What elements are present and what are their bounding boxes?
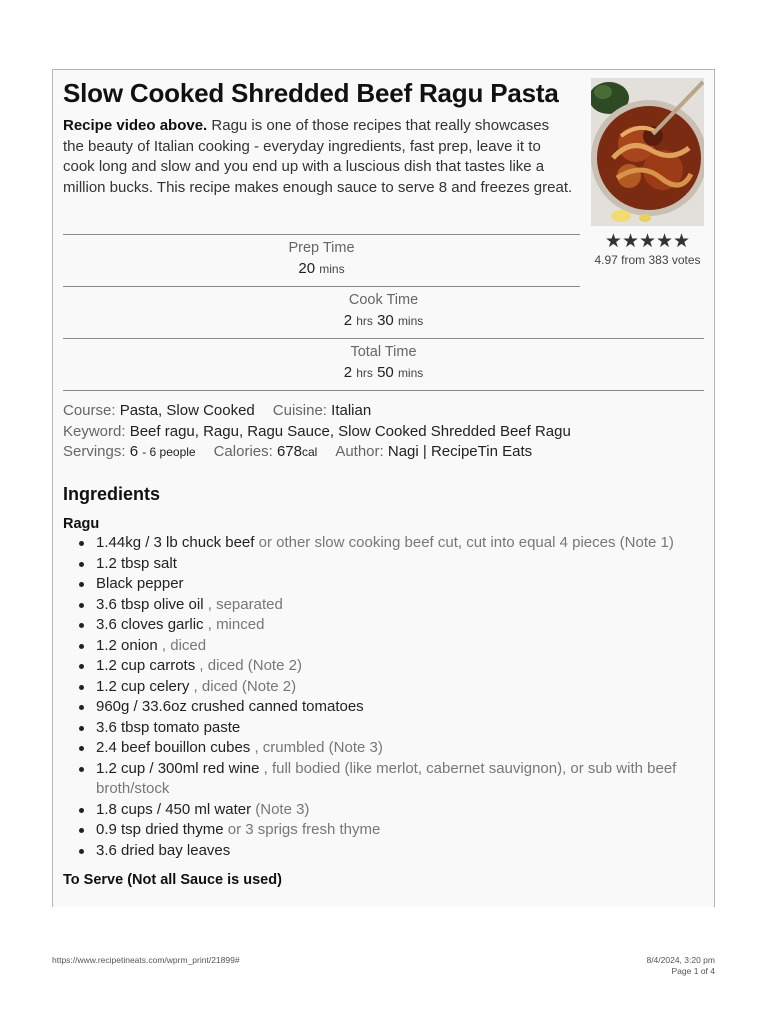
ingredient-item: 1.2 onion , diced	[63, 636, 703, 657]
ingredient-item: 3.6 tbsp olive oil , separated	[63, 595, 703, 616]
meta-servings-calories-author	[63, 443, 532, 460]
cook-time-label: Cook Time	[348, 292, 419, 308]
footer-url[interactable]: https://www.recipetineats.com/wprm_print/21899#	[52, 955, 240, 965]
footer-date-page	[646, 955, 715, 977]
divider-times-bottom	[63, 390, 704, 391]
ingredient-item: 0.9 tsp dried thyme or 3 sprigs fresh thyme	[63, 820, 703, 841]
cook-hours: 2	[343, 312, 353, 329]
calories-label: Calories:	[213, 443, 273, 460]
recipe-title: Slow Cooked Shredded Beef Ragu Pasta	[63, 78, 559, 108]
ingredient-item: 3.6 cloves garlic , minced	[63, 615, 703, 636]
meta-course-cuisine	[63, 402, 371, 419]
ingredient-item: 2.4 beef bouillon cubes , crumbled (Note 3)	[63, 738, 703, 759]
total-minutes: 50	[377, 364, 394, 381]
total-time-block	[63, 344, 704, 381]
ingredient-group-ragu: Ragu	[63, 516, 100, 532]
prep-time-label: Prep Time	[288, 240, 355, 256]
summary-text: Ragu is one of those recipes that really showcases the beauty of Italian cooking - everyday ingredients, fast prep, leave it to cook long and slow and you end up with a luscious dish that tastes like a million bucks. This recipe makes enough sauce to serve 8 and freezes great.	[63, 117, 573, 196]
ingredient-item: 1.2 tbsp salt	[63, 554, 703, 575]
footer-page: Page 1 of 4	[671, 966, 715, 976]
keyword-label: Keyword:	[63, 423, 126, 440]
servings-label: Servings:	[63, 443, 126, 460]
servings-unit: - 6 people	[142, 445, 196, 459]
cuisine-label: Cuisine:	[272, 402, 327, 419]
ingredient-item: 1.8 cups / 450 ml water (Note 3)	[63, 800, 703, 821]
recipe-card	[52, 69, 715, 907]
ingredient-item: 1.2 cup / 300ml red wine , full bodied (like merlot, cabernet sauvignon), or sub with beef broth/stock	[63, 759, 703, 800]
divider-total-top	[63, 338, 704, 339]
prep-time-value	[63, 260, 580, 277]
ingredient-item: 1.44kg / 3 lb chuck beef or other slow cooking beef cut, cut into equal 4 pieces (Note 1)	[63, 533, 703, 554]
summary-bold: Recipe video above.	[63, 117, 208, 134]
total-hrs-unit: hrs	[356, 366, 373, 380]
footer-date: 8/4/2024, 3:20 pm	[646, 955, 715, 965]
author-label: Author:	[335, 443, 384, 460]
servings-value[interactable]: 6	[129, 443, 139, 460]
ingredient-item: 3.6 tbsp tomato paste	[63, 718, 703, 739]
rating-votes: 4.97 from 383 votes	[594, 253, 701, 267]
ingredient-item: Black pepper	[63, 574, 703, 595]
cook-time-value	[63, 312, 704, 329]
recipe-summary	[63, 116, 573, 198]
divider-cook-top	[63, 286, 580, 287]
ingredients-heading: Ingredients	[63, 484, 161, 504]
prep-time-block	[63, 240, 580, 277]
total-hours: 2	[343, 364, 353, 381]
calories-unit: cal	[301, 445, 318, 459]
meta-keyword	[63, 423, 571, 440]
divider-prep-top	[63, 234, 580, 235]
course-label: Course:	[63, 402, 116, 419]
ingredient-list	[63, 533, 703, 861]
recipe-photo	[591, 78, 704, 226]
ingredient-item: 1.2 cup carrots , diced (Note 2)	[63, 656, 703, 677]
total-time-label: Total Time	[350, 344, 417, 360]
prep-mins-unit: mins	[319, 262, 345, 276]
cuisine-value: Italian	[331, 402, 372, 419]
cook-time-block	[63, 292, 704, 329]
total-mins-unit: mins	[397, 366, 424, 380]
cook-minutes: 30	[377, 312, 394, 329]
rating-stars[interactable]: ★★★★★	[604, 231, 691, 252]
course-value: Pasta, Slow Cooked	[119, 402, 255, 419]
calories-value: 678	[276, 443, 302, 460]
ingredient-group-to-serve: To Serve (Not all Sauce is used)	[63, 872, 282, 888]
prep-minutes: 20	[298, 260, 316, 277]
ingredient-item: 1.2 cup celery , diced (Note 2)	[63, 677, 703, 698]
ingredient-item: 3.6 dried bay leaves	[63, 841, 703, 862]
keyword-value: Beef ragu, Ragu, Ragu Sauce, Slow Cooked Shredded Beef Ragu	[129, 423, 571, 440]
author-value: Nagi | RecipeTin Eats	[387, 443, 533, 460]
cook-hrs-unit: hrs	[356, 314, 373, 328]
total-time-value	[63, 364, 704, 381]
cook-mins-unit: mins	[397, 314, 424, 328]
ingredient-item: 960g / 33.6oz crushed canned tomatoes	[63, 697, 703, 718]
